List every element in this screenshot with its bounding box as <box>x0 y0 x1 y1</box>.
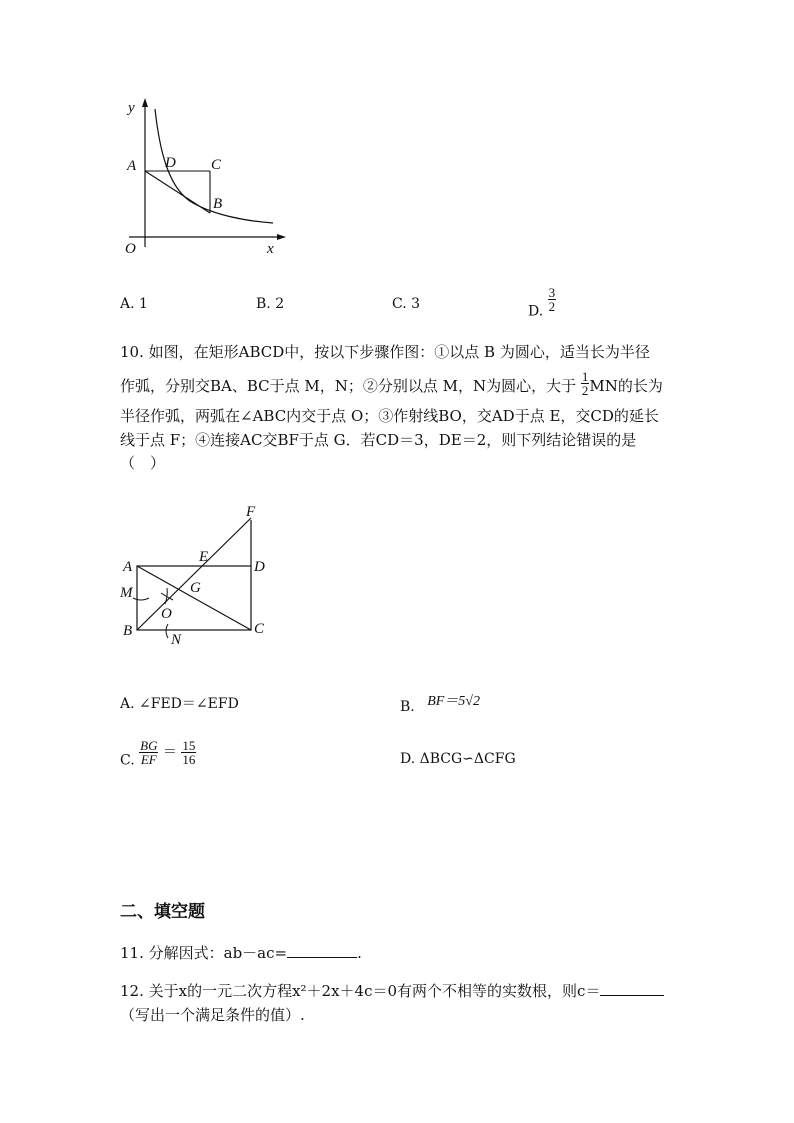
label-a: A <box>127 158 137 174</box>
label-d: D <box>254 559 265 575</box>
q11-end: . <box>357 944 362 962</box>
q10-option-b-prefix: B. <box>400 699 415 715</box>
q10-option-c-equals: ＝ <box>162 744 177 761</box>
q10-line-2b: MN的长为 <box>589 377 663 395</box>
q10-option-d[interactable]: D. ΔBCG∽ΔCFG <box>400 751 516 767</box>
q12-line-1 <box>120 981 664 1001</box>
q10-line-4: 线于点 F；④连接AC交BF于点 G．若CD＝3，DE＝2，则下列结论错误的是 <box>120 431 637 449</box>
label-b: B <box>123 623 133 639</box>
label-a: A <box>123 559 133 575</box>
q12-line-2: （写出一个满足条件的值）. <box>120 1006 305 1024</box>
fraction-denominator: 16 <box>182 752 196 767</box>
q9-option-d-prefix: D. <box>528 303 544 320</box>
q10-line-2 <box>120 368 663 398</box>
label-d: D <box>165 155 176 171</box>
segment-ab <box>145 171 210 213</box>
fraction-denominator: 2 <box>548 299 556 314</box>
fraction-numerator: 15 <box>182 738 196 753</box>
q10-option-a[interactable]: A. ∠FED＝∠EFD <box>120 696 239 712</box>
ray-bf <box>137 518 251 630</box>
q10-line-1: 10. 如图，在矩形ABCD中，按以下步骤作图：①以点 B 为圆心，适当长为半径 <box>120 343 650 361</box>
q9-option-d[interactable] <box>528 286 556 320</box>
fraction-denominator: EF <box>140 752 157 767</box>
arc-m <box>133 598 149 600</box>
label-f: F <box>246 504 256 520</box>
label-e: E <box>199 549 209 565</box>
q10-line-5: （ ） <box>120 454 166 472</box>
figure-hyperbola-graph <box>115 95 290 265</box>
q10-option-c-rhs <box>181 739 196 766</box>
q9-option-b[interactable]: B. 2 <box>256 296 285 312</box>
q10-option-b[interactable] <box>400 690 480 715</box>
label-g: G <box>190 580 201 596</box>
q11-text: 11. 分解因式：ab－ac= <box>120 944 288 962</box>
fraction-numerator: BG <box>140 738 158 753</box>
label-n: N <box>171 632 182 648</box>
q12-text: 12. 关于x的一元二次方程x²＋2x＋4c＝0有两个不相等的实数根，则c＝ <box>120 982 601 1000</box>
label-m: M <box>120 585 133 601</box>
fraction-numerator: 1 <box>581 368 589 384</box>
q9-option-d-fraction <box>548 286 557 313</box>
label-o: O <box>125 241 136 257</box>
label-o: O <box>161 606 172 622</box>
fraction-numerator: 3 <box>548 285 556 300</box>
q12-answer-blank[interactable] <box>600 981 664 996</box>
label-c: C <box>211 157 222 173</box>
label-x: x <box>267 241 274 257</box>
q11-answer-blank[interactable] <box>287 943 357 958</box>
arc-n <box>166 624 168 638</box>
q9-option-a[interactable]: A. 1 <box>120 296 148 312</box>
label-y: y <box>128 100 135 116</box>
fraction-denominator: 2 <box>581 382 589 398</box>
q10-option-c-prefix: C. <box>120 752 135 769</box>
q11-line <box>120 943 362 963</box>
q10-option-c[interactable] <box>120 739 196 769</box>
diagonal-ac <box>137 566 251 630</box>
q10-line-2a: 作弧，分别交BA、BC于点 M，N；②分别以点 M，N为圆心，大于 <box>120 377 577 395</box>
label-b: B <box>213 196 223 212</box>
q10-line-3: 半径作弧，两弧在∠ABC内交于点 O；③作射线BO，交AD于点 E，交CD的延长 <box>120 407 659 425</box>
q10-option-c-lhs <box>139 739 158 766</box>
q10-option-b-expr: BF＝5√2 <box>427 694 480 709</box>
q9-option-c[interactable]: C. 3 <box>392 296 421 312</box>
section-title-fill-in: 二、填空题 <box>120 902 205 922</box>
x-axis-arrow <box>277 234 286 240</box>
figure-rectangle-construction <box>115 500 290 655</box>
y-axis-arrow <box>142 98 148 107</box>
label-c: C <box>254 621 265 637</box>
